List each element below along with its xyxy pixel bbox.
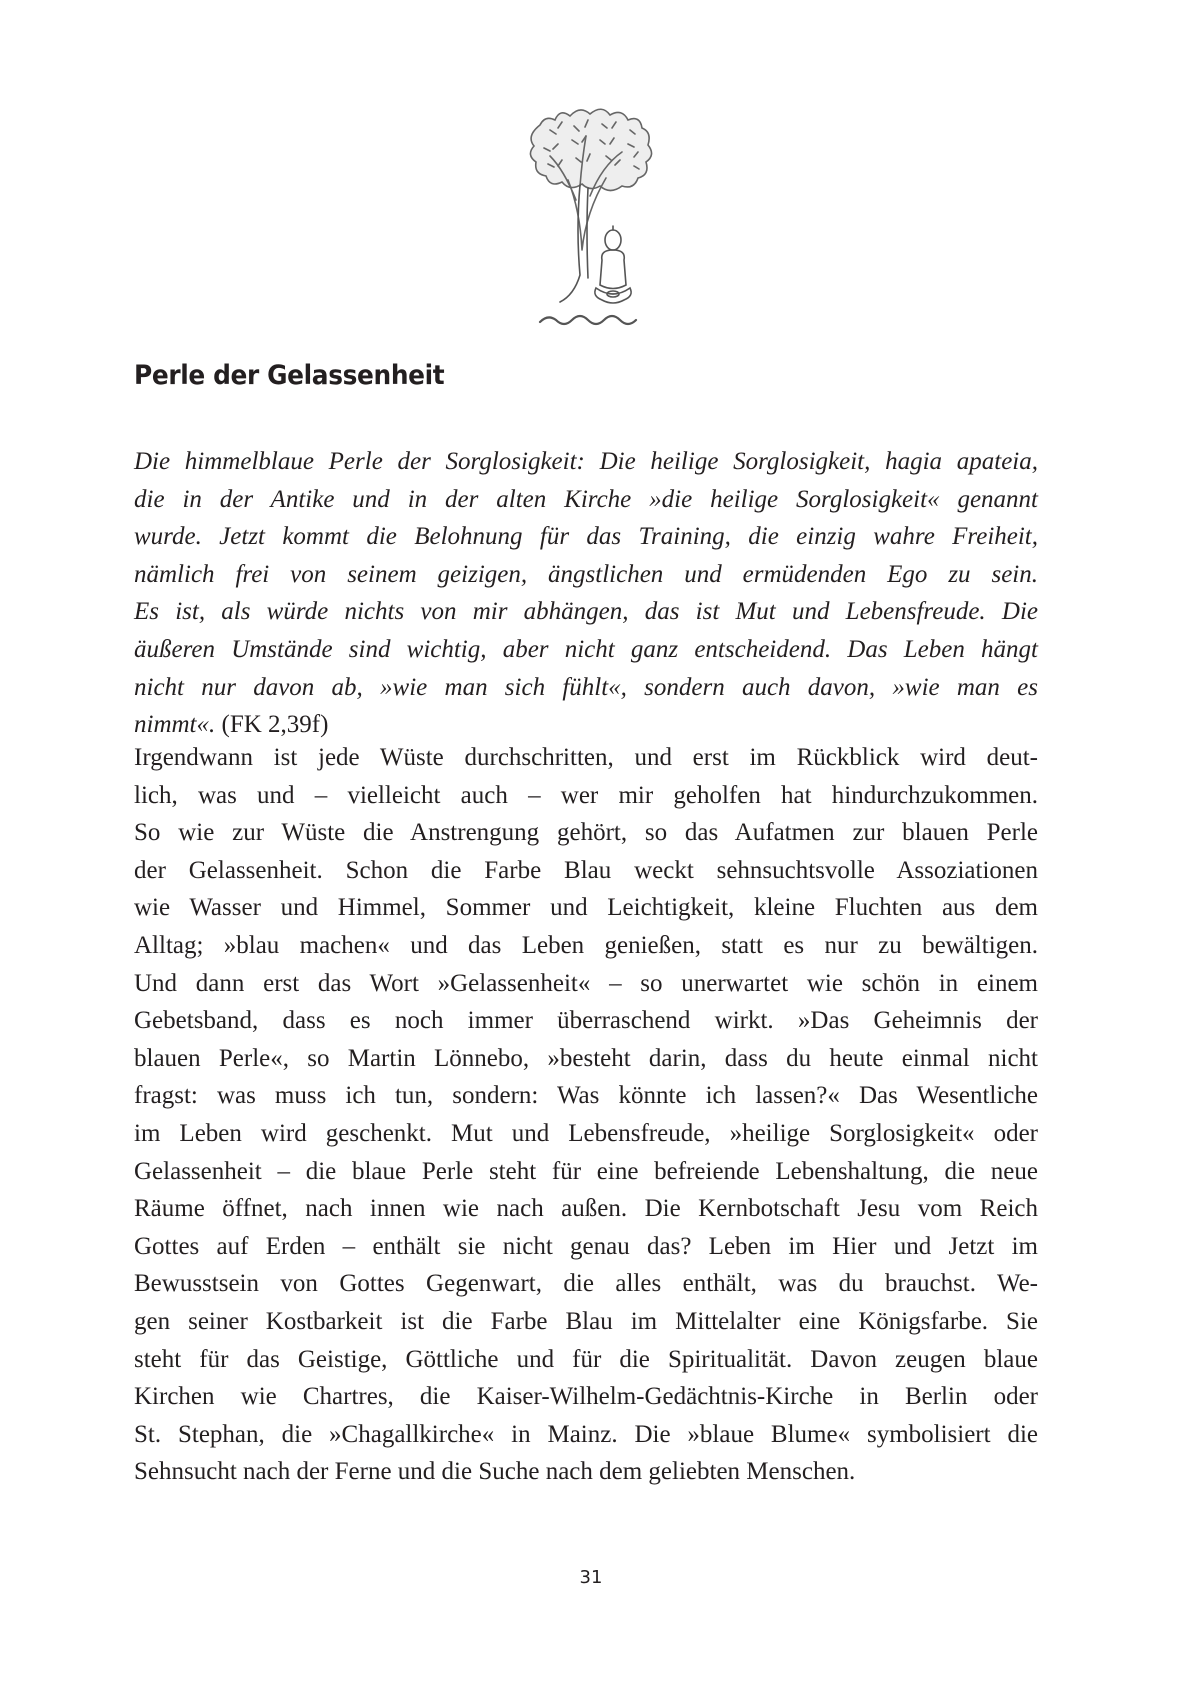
body-line: fragst: was muss ich tun, sondern: Was könnte ich lassen?« Das Wesentliche <box>134 1082 1038 1110</box>
body-line: Gelassenheit – die blaue Perle steht für eine befreiende Lebenshaltung, die neue <box>134 1157 1038 1185</box>
body-line: der Gelassenheit. Schon die Farbe Blau weckt sehnsuchtsvolle Assoziationen <box>134 856 1038 884</box>
body-line: steht für das Geistige, Göttliche und für die Spiritualität. Davon zeugen blaue <box>134 1345 1038 1373</box>
page-number: 31 <box>579 1567 603 1588</box>
body-line: So wie zur Wüste die Anstrengung gehört, so das Aufatmen zur blauen Perle <box>134 819 1038 847</box>
epigraph-quote <box>134 443 1038 744</box>
quote-line: Die himmelblaue Perle der Sorglosigkeit: Die heilige Sorglosigkeit, hagia apateia, <box>134 448 1038 475</box>
section-heading: Perle der Gelassenheit <box>134 360 445 391</box>
quote-line: äußeren Umstände sind wichtig, aber nicht ganz entscheidend. Das Leben hängt <box>134 635 1038 663</box>
body-line: lich, was und – vielleicht auch – wer mir geholfen hat hindurchzukommen. <box>134 781 1038 809</box>
quote-line: Es ist, als würde nichts von mir abhängen, das ist Mut und Lebensfreude. Die <box>134 598 1038 626</box>
body-line: blauen Perle«, so Martin Lönnebo, »besteht darin, dass du heute einmal nicht <box>134 1044 1038 1072</box>
body-line: St. Stephan, die »Chagallkirche« in Mainz. Die »blaue Blume« symbolisiert die <box>134 1420 1038 1448</box>
body-line: Bewusstsein von Gottes Gegenwart, die alles enthält, was du brauchst. We- <box>134 1270 1038 1298</box>
wave-line <box>540 316 636 324</box>
quote-line: die in der Antike und in der alten Kirche »die heilige Sorglosigkeit« genannt <box>134 485 1038 513</box>
body-line: gen seiner Kostbarkeit ist die Farbe Blau im Mittelalter eine Königsfarbe. Sie <box>134 1307 1038 1335</box>
quote-line: nämlich frei von seinem geizigen, ängstlichen und ermüdenden Ego zu sein. <box>134 560 1038 588</box>
body-line: Gottes auf Erden – enthält sie nicht genau das? Leben im Hier und Jetzt im <box>134 1232 1038 1260</box>
body-line: Räume öffnet, nach innen wie nach außen. Die Kernbotschaft Jesu vom Reich <box>134 1195 1038 1223</box>
body-line: Kirchen wie Chartres, die Kaiser-Wilhelm-Gedächtnis-Kirche in Berlin oder <box>134 1383 1038 1411</box>
quote-line: nicht nur davon ab, »wie man sich fühlt«, sondern auch davon, »wie man es <box>134 673 1038 701</box>
meditating-figure <box>595 226 631 303</box>
quote-line-text: nimmt«. <box>134 711 216 739</box>
quote-source: (FK 2,39f) <box>215 711 329 739</box>
body-line: Irgendwann ist jede Wüste durchschritten, und erst im Rückblick wird deut- <box>134 744 1038 771</box>
tree-canopy <box>530 109 651 250</box>
tree-trunk <box>560 185 588 302</box>
body-line: im Leben wird geschenkt. Mut und Lebensfreude, »heilige Sorglosigkeit« oder <box>134 1119 1038 1147</box>
tree-with-meditating-figure-icon <box>510 100 670 330</box>
body-paragraph <box>134 739 1038 1491</box>
quote-line: wurde. Jetzt kommt die Belohnung für das Training, die einzig wahre Freiheit, <box>134 523 1038 551</box>
body-line: Und dann erst das Wort »Gelassenheit« – so unerwartet wie schön in einem <box>134 969 1038 997</box>
body-line: Sehnsucht nach der Ferne und die Suche nach dem geliebten Menschen. <box>134 1458 856 1486</box>
body-line: wie Wasser und Himmel, Sommer und Leichtigkeit, kleine Fluchten aus dem <box>134 894 1038 922</box>
body-line: Gebetsband, dass es noch immer überraschend wirkt. »Das Geheimnis der <box>134 1007 1038 1035</box>
body-line: Alltag; »blau machen« und das Leben genießen, statt es nur zu bewältigen. <box>134 931 1038 959</box>
